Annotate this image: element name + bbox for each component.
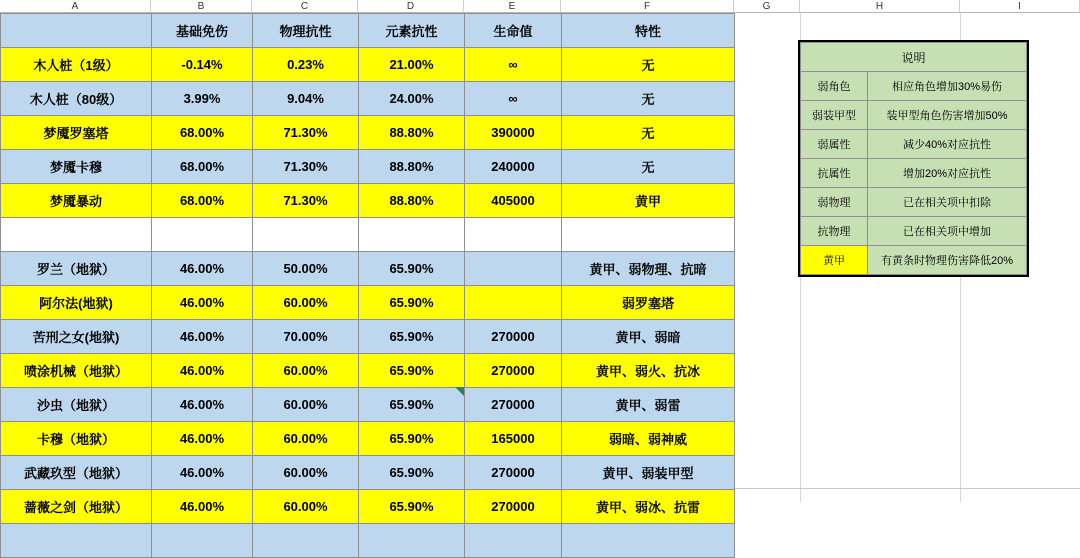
cell-base-reduction[interactable]: 46.00%	[152, 490, 253, 524]
table-row[interactable]	[1, 252, 735, 286]
header-cell-traits: 特性	[562, 14, 735, 48]
legend-title: 说明	[801, 43, 1027, 72]
cell-hp[interactable]: 240000	[465, 150, 562, 184]
column-header-c[interactable]: C	[252, 0, 358, 13]
cell-traits[interactable]: 无	[562, 150, 735, 184]
cell-name[interactable]: 梦魇卡穆	[1, 150, 152, 184]
table-row[interactable]	[1, 320, 735, 354]
cell-traits[interactable]: 无	[562, 48, 735, 82]
cell-base-reduction[interactable]: 46.00%	[152, 456, 253, 490]
cell-name[interactable]: 沙虫（地狱）	[1, 388, 152, 422]
cell-hp[interactable]	[465, 218, 562, 252]
column-header-d[interactable]: D	[358, 0, 464, 13]
cell-hp[interactable]: 390000	[465, 116, 562, 150]
legend-row[interactable]	[801, 72, 1027, 101]
legend-value[interactable]: 装甲型角色伤害增加50%	[868, 101, 1027, 130]
legend-key[interactable]: 弱物理	[801, 188, 868, 217]
cell-name[interactable]	[1, 218, 152, 252]
column-header-a[interactable]: A	[0, 0, 151, 13]
table-row-spacer[interactable]	[1, 218, 735, 252]
cell-traits[interactable]: 黄甲、弱暗	[562, 320, 735, 354]
cell-traits[interactable]	[562, 218, 735, 252]
legend-key[interactable]: 弱装甲型	[801, 101, 868, 130]
table-row[interactable]	[1, 150, 735, 184]
cell-traits[interactable]: 弱暗、弱神威	[562, 422, 735, 456]
cell-hp[interactable]: 270000	[465, 388, 562, 422]
cell-traits[interactable]	[562, 524, 735, 558]
cell-element-resist[interactable]: 88.80%	[359, 150, 465, 184]
cell-element-resist[interactable]: 65.90%	[359, 354, 465, 388]
cell-base-reduction[interactable]: 68.00%	[152, 116, 253, 150]
cell-base-reduction[interactable]: 46.00%	[152, 320, 253, 354]
cell-physical-resist[interactable]: 60.00%	[253, 286, 359, 320]
table-row[interactable]	[1, 354, 735, 388]
cell-traits[interactable]: 黄甲、弱冰、抗雷	[562, 490, 735, 524]
cell-element-resist[interactable]: 65.90%	[359, 456, 465, 490]
legend-value[interactable]: 减少40%对应抗性	[868, 130, 1027, 159]
cell-element-resist[interactable]: 21.00%	[359, 48, 465, 82]
cell-physical-resist[interactable]: 60.00%	[253, 456, 359, 490]
legend-key[interactable]: 弱属性	[801, 130, 868, 159]
cell-element-resist[interactable]: 65.90%	[359, 422, 465, 456]
cell-element-resist[interactable]: 65.90%	[359, 490, 465, 524]
legend-value[interactable]: 相应角色增加30%易伤	[868, 72, 1027, 101]
table-row[interactable]	[1, 48, 735, 82]
legend-value[interactable]: 有黄条时物理伤害降低20%	[868, 246, 1027, 275]
cell-hp[interactable]: 270000	[465, 354, 562, 388]
cell-element-resist[interactable]: 88.80%	[359, 184, 465, 218]
cell-physical-resist[interactable]: 50.00%	[253, 252, 359, 286]
legend-row[interactable]	[801, 101, 1027, 130]
table-body	[1, 14, 735, 558]
legend-row[interactable]	[801, 217, 1027, 246]
table-row[interactable]	[1, 456, 735, 490]
cell-physical-resist[interactable]: 60.00%	[253, 490, 359, 524]
cell-base-reduction[interactable]: 46.00%	[152, 354, 253, 388]
cell-base-reduction[interactable]	[152, 524, 253, 558]
cell-base-reduction[interactable]: 46.00%	[152, 422, 253, 456]
legend-table	[800, 42, 1027, 275]
cell-base-reduction[interactable]: 3.99%	[152, 82, 253, 116]
table-row[interactable]	[1, 524, 735, 558]
cell-name[interactable]: 卡穆（地狱）	[1, 422, 152, 456]
cell-name[interactable]: 武藏玖型（地狱）	[1, 456, 152, 490]
cell-physical-resist[interactable]: 0.23%	[253, 48, 359, 82]
cell-physical-resist[interactable]: 71.30%	[253, 116, 359, 150]
legend-value[interactable]: 增加20%对应抗性	[868, 159, 1027, 188]
column-header-b[interactable]: B	[151, 0, 252, 13]
cell-traits[interactable]: 黄甲、弱雷	[562, 388, 735, 422]
cell-base-reduction[interactable]: 46.00%	[152, 252, 253, 286]
cell-name[interactable]: 木人桩（1级）	[1, 48, 152, 82]
cell-base-reduction[interactable]: 68.00%	[152, 184, 253, 218]
cell-name[interactable]: 喷涂机械（地狱）	[1, 354, 152, 388]
header-cell-element-resist: 元素抗性	[359, 14, 465, 48]
legend-value[interactable]: 已在相关项中增加	[868, 217, 1027, 246]
cell-name[interactable]: 梦魇暴动	[1, 184, 152, 218]
cell-base-reduction[interactable]: 68.00%	[152, 150, 253, 184]
header-cell-physical-resist: 物理抗性	[253, 14, 359, 48]
cell-name[interactable]: 罗兰（地狱）	[1, 252, 152, 286]
cell-name[interactable]: 蔷薇之剑（地狱）	[1, 490, 152, 524]
cell-base-reduction[interactable]: -0.14%	[152, 48, 253, 82]
cell-traits[interactable]: 黄甲、弱火、抗冰	[562, 354, 735, 388]
cell-base-reduction[interactable]	[152, 218, 253, 252]
header-cell-base-reduction: 基础免伤	[152, 14, 253, 48]
cell-name[interactable]: 木人桩（80级）	[1, 82, 152, 116]
cell-hp[interactable]: 270000	[465, 456, 562, 490]
cell-base-reduction[interactable]: 46.00%	[152, 388, 253, 422]
table-row[interactable]	[1, 422, 735, 456]
cell-element-resist[interactable]: 65.90%	[359, 388, 465, 422]
legend-row[interactable]	[801, 159, 1027, 188]
cell-physical-resist[interactable]	[253, 218, 359, 252]
legend-key[interactable]: 黄甲	[801, 246, 868, 275]
legend-row[interactable]	[801, 188, 1027, 217]
cell-traits[interactable]: 黄甲、弱物理、抗暗	[562, 252, 735, 286]
legend-body	[801, 43, 1027, 275]
cell-element-resist[interactable]	[359, 218, 465, 252]
cell-hp[interactable]: 165000	[465, 422, 562, 456]
cell-physical-resist[interactable]: 70.00%	[253, 320, 359, 354]
table-row[interactable]	[1, 388, 735, 422]
cell-name[interactable]: 梦魇罗塞塔	[1, 116, 152, 150]
cell-physical-resist[interactable]: 60.00%	[253, 388, 359, 422]
legend-row[interactable]	[801, 246, 1027, 275]
cell-physical-resist[interactable]: 71.30%	[253, 150, 359, 184]
cell-name[interactable]: 阿尔法(地狱)	[1, 286, 152, 320]
cell-traits[interactable]: 黄甲	[562, 184, 735, 218]
cell-physical-resist[interactable]: 60.00%	[253, 354, 359, 388]
column-header-e[interactable]: E	[464, 0, 561, 13]
legend-row[interactable]	[801, 130, 1027, 159]
table-row[interactable]	[1, 82, 735, 116]
cell-element-resist[interactable]: 65.90%	[359, 286, 465, 320]
legend-key[interactable]: 抗物理	[801, 217, 868, 246]
cell-hp[interactable]: 405000	[465, 184, 562, 218]
cell-physical-resist[interactable]: 60.00%	[253, 422, 359, 456]
table-row[interactable]	[1, 490, 735, 524]
column-header-i[interactable]: I	[960, 0, 1080, 13]
monster-stats-table	[0, 13, 735, 558]
cell-hp[interactable]	[465, 286, 562, 320]
column-header-h[interactable]: H	[800, 0, 960, 13]
cell-hp[interactable]: ∞	[465, 82, 562, 116]
header-cell-hp: 生命值	[465, 14, 562, 48]
legend-value[interactable]: 已在相关项中扣除	[868, 188, 1027, 217]
cell-hp[interactable]	[465, 524, 562, 558]
cell-traits[interactable]: 无	[562, 82, 735, 116]
cell-hp[interactable]: 270000	[465, 320, 562, 354]
cell-hp[interactable]: 270000	[465, 490, 562, 524]
cell-traits[interactable]: 弱罗塞塔	[562, 286, 735, 320]
header-cell-name	[1, 14, 152, 48]
column-header-row	[0, 0, 1080, 13]
cell-element-resist[interactable]: 88.80%	[359, 116, 465, 150]
cell-traits[interactable]: 无	[562, 116, 735, 150]
legend-key[interactable]: 弱角色	[801, 72, 868, 101]
cell-name[interactable]: 苦刑之女(地狱)	[1, 320, 152, 354]
table-row[interactable]	[1, 286, 735, 320]
cell-element-resist[interactable]	[359, 524, 465, 558]
cell-physical-resist[interactable]: 9.04%	[253, 82, 359, 116]
legend-key[interactable]: 抗属性	[801, 159, 868, 188]
cell-physical-resist[interactable]: 71.30%	[253, 184, 359, 218]
cell-base-reduction[interactable]: 46.00%	[152, 286, 253, 320]
cell-element-resist[interactable]: 24.00%	[359, 82, 465, 116]
cell-traits[interactable]: 黄甲、弱装甲型	[562, 456, 735, 490]
table-header-row	[1, 14, 735, 48]
table-row[interactable]	[1, 116, 735, 150]
legend-title-row	[801, 43, 1027, 72]
table-row[interactable]	[1, 184, 735, 218]
column-header-f[interactable]: F	[561, 0, 734, 13]
cell-physical-resist[interactable]	[253, 524, 359, 558]
column-header-g[interactable]: G	[734, 0, 800, 13]
cell-name[interactable]	[1, 524, 152, 558]
cell-hp[interactable]: ∞	[465, 48, 562, 82]
cell-hp[interactable]	[465, 252, 562, 286]
cell-element-resist[interactable]: 65.90%	[359, 320, 465, 354]
cell-cursor-marker	[455, 387, 464, 396]
cell-element-resist[interactable]: 65.90%	[359, 252, 465, 286]
